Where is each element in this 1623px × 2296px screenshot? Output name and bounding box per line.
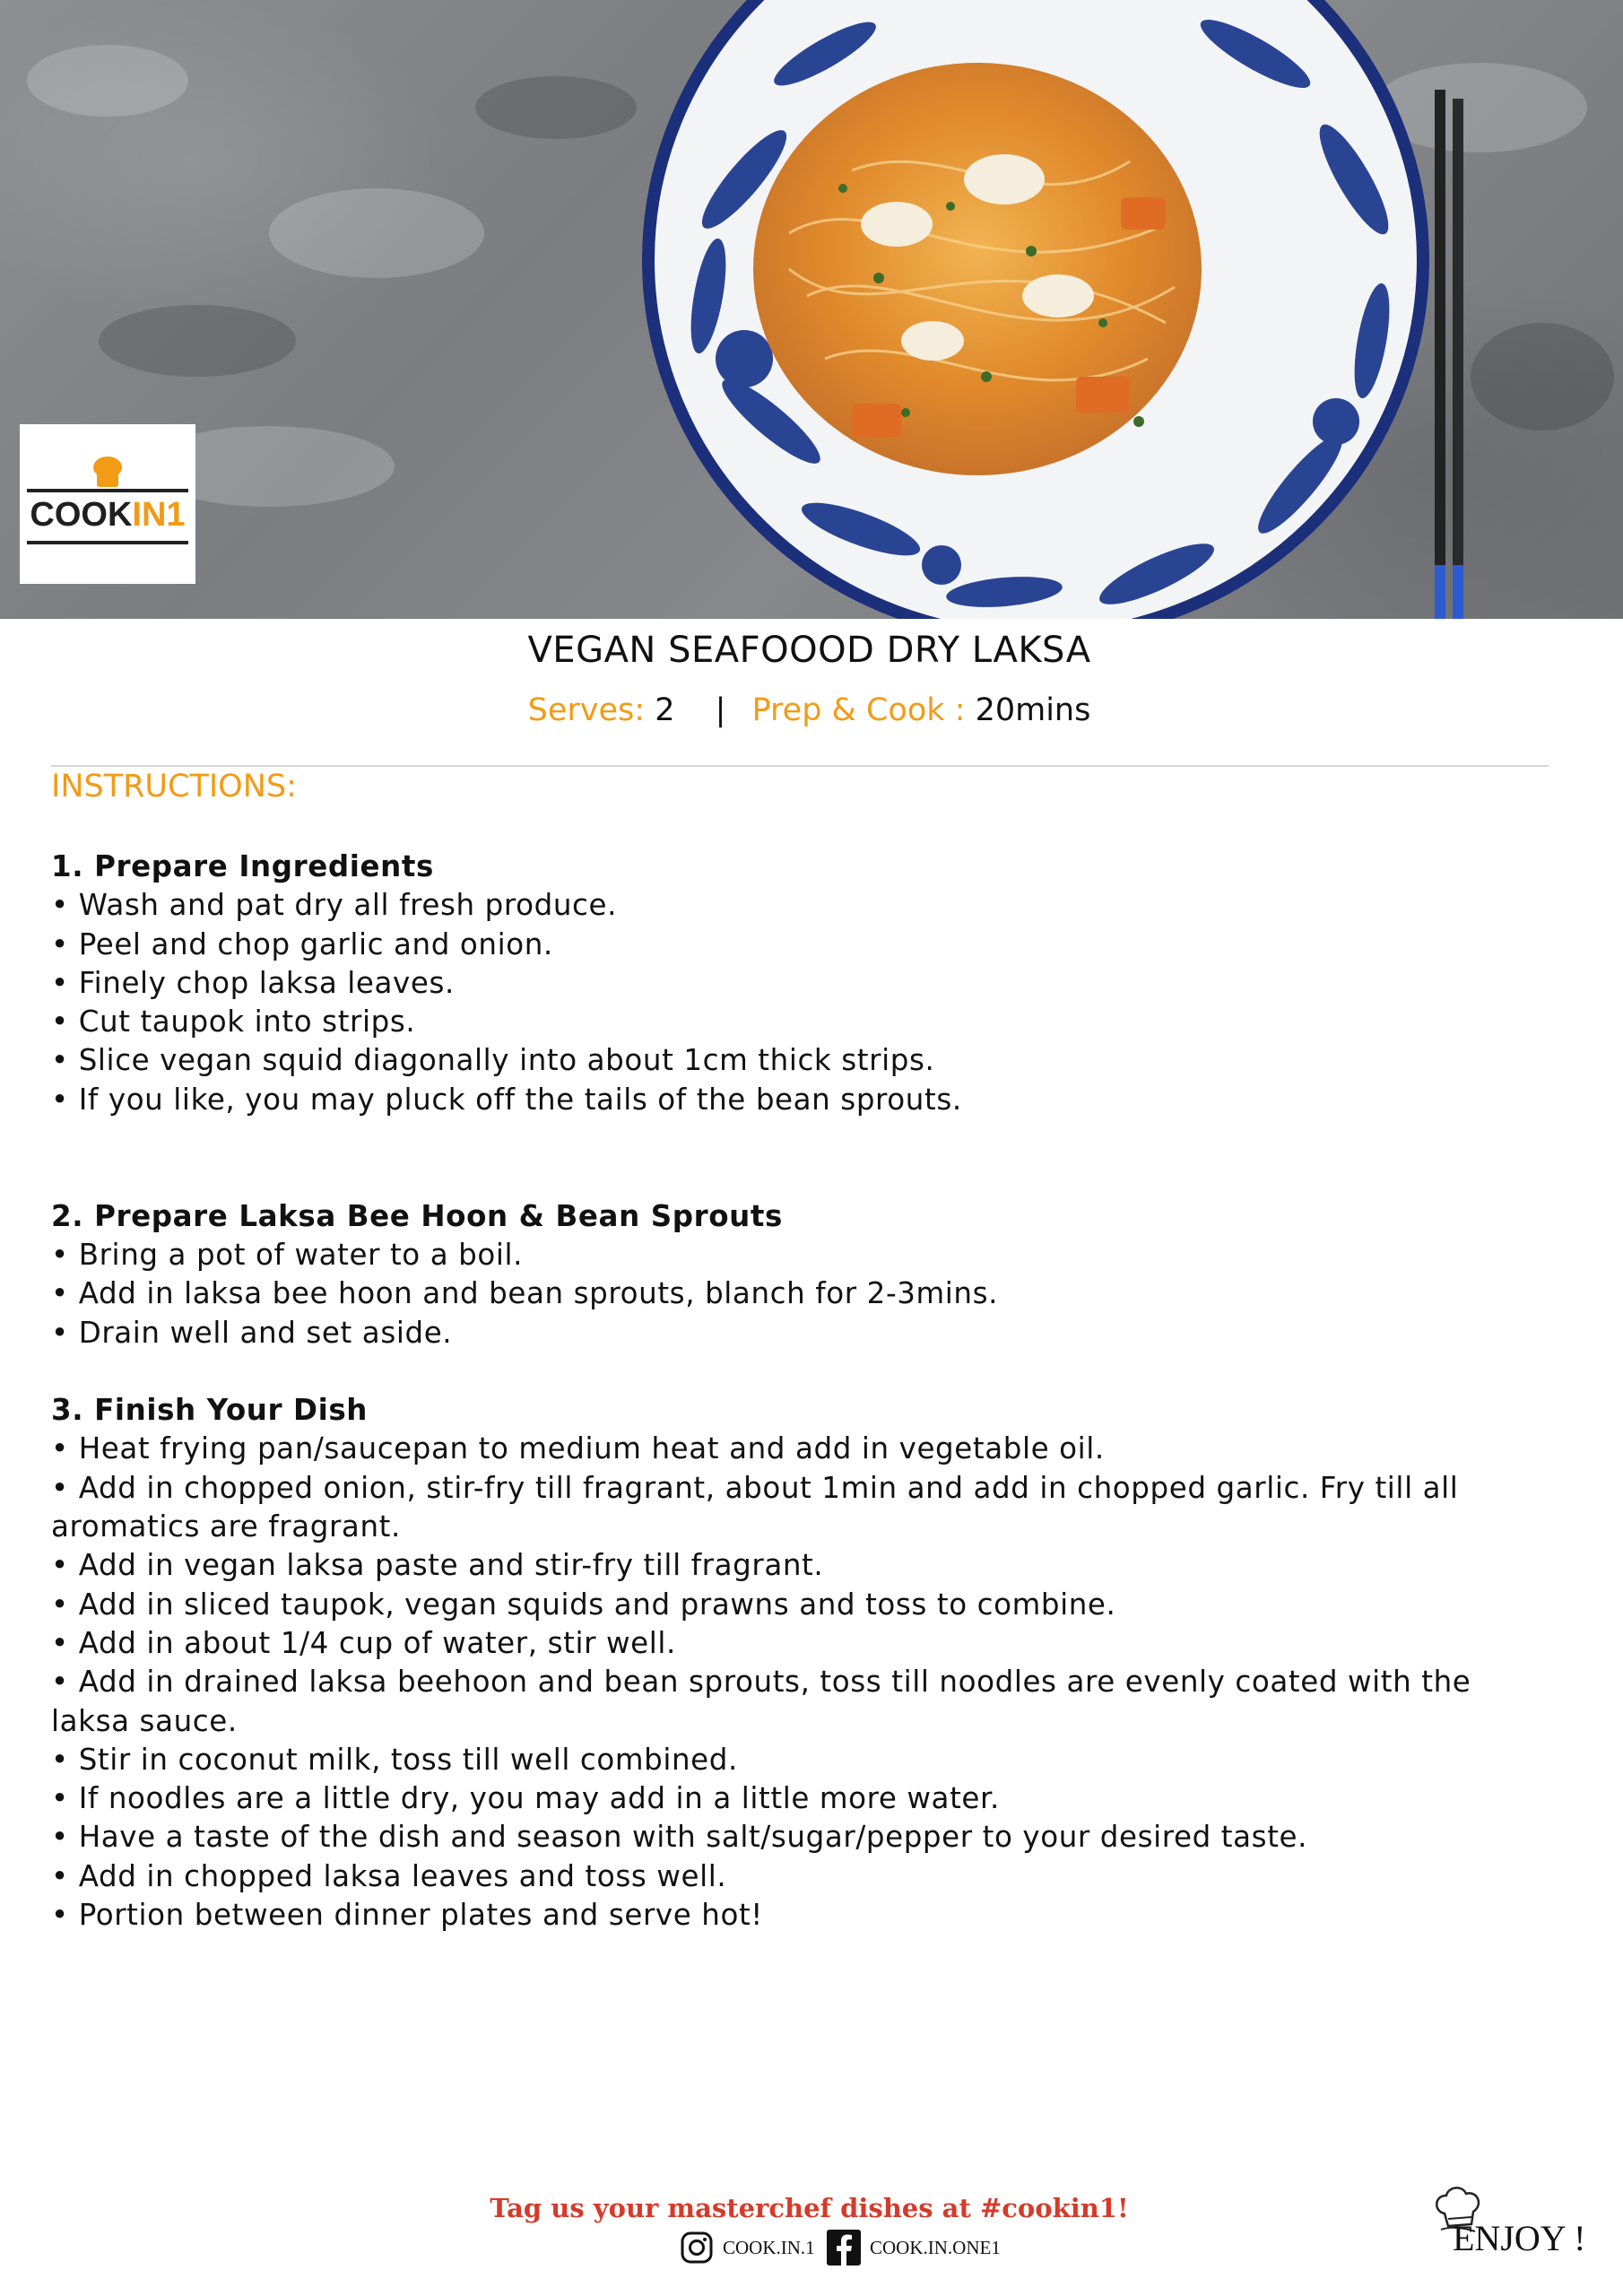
step-3 [51, 1391, 1558, 1935]
time-value: 20mins [975, 692, 1091, 728]
step-line: • If you like, you may pluck off the tails of the bean sprouts. [51, 1082, 962, 1117]
instagram-icon [680, 2231, 714, 2265]
spacer [51, 1119, 1558, 1197]
divider [51, 765, 1549, 767]
step-title: 3. Finish Your Dish [51, 1393, 369, 1428]
step-line: • Peel and chop garlic and onion. [51, 926, 553, 961]
logo-rule-top [27, 489, 188, 492]
time-label: Prep & Cook : [751, 692, 966, 728]
cookin1-logo [20, 424, 195, 584]
step-line: • Cut taupok into strips. [51, 1004, 416, 1039]
step-line: • Stir in coconut milk, toss till well combined. [51, 1742, 738, 1777]
step-line: • Finely chop laksa leaves. [51, 965, 455, 1000]
serves-label: Serves: [527, 692, 646, 728]
laksa-dish-illustration [0, 0, 1623, 619]
step-line: • Portion between dinner plates and serve hot! [51, 1898, 763, 1933]
instructions-heading: INSTRUCTIONS: [51, 769, 297, 804]
serves-value: 2 [655, 692, 675, 728]
step-title: 2. Prepare Laksa Bee Hoon & Bean Sprouts [51, 1198, 783, 1233]
step-1 [51, 848, 1558, 1119]
logo-text: COOKIN1 [30, 496, 186, 534]
step-line: • Drain well and set aside. [51, 1315, 453, 1350]
recipe-title: VEGAN SEAFOOOD DRY LAKSA [527, 630, 1091, 671]
spacer [51, 1352, 1558, 1391]
step-line: • If noodles are a little dry, you may add in a little more water. [51, 1781, 1000, 1816]
logo-rule-bottom [27, 541, 188, 544]
step-line: • Add in about 1/4 cup of water, stir well. [51, 1625, 676, 1660]
step-2 [51, 1197, 1558, 1352]
step-line: • Have a taste of the dish and season with salt/sugar/pepper to your desired taste. [51, 1820, 1308, 1855]
footer-tagline: Tag us your masterchef dishes at #cookin1! [490, 2193, 1129, 2223]
step-line: • Add in sliced taupok, vegan squids and prawns and toss to combine. [51, 1587, 1116, 1622]
instagram-handle[interactable] [680, 2228, 815, 2267]
instructions-list [51, 848, 1558, 1935]
step-line: • Add in laksa bee hoon and bean sprouts, blanch for 2-3mins. [51, 1276, 999, 1311]
facebook-handle[interactable] [827, 2228, 1001, 2267]
facebook-icon [827, 2230, 861, 2266]
recipe-meta [0, 692, 1619, 728]
step-line: • Bring a pot of water to a boil. [51, 1237, 524, 1272]
step-title: 1. Prepare Ingredients [51, 849, 434, 883]
step-line: • Add in chopped onion, stir-fry till fragrant, about 1min and add in chopped garlic. Fry till all aromatics are fragrant. [51, 1470, 1459, 1544]
step-line: • Add in chopped laksa leaves and toss well. [51, 1858, 727, 1893]
step-line: • Heat frying pan/saucepan to medium heat and add in vegetable oil. [51, 1431, 1105, 1466]
enjoy-text: ENJOY ! [1453, 2218, 1586, 2258]
step-line: • Wash and pat dry all fresh produce. [51, 888, 618, 923]
meta-separator: | [715, 692, 726, 728]
hero-photo [0, 0, 1623, 619]
step-line: • Slice vegan squid diagonally into about 1cm thick strips. [51, 1043, 935, 1078]
facebook-text: COOK.IN.ONE1 [870, 2236, 1001, 2258]
step-line: • Add in drained laksa beehoon and bean sprouts, toss till noodles are evenly coated with the laksa sauce. [51, 1665, 1471, 1738]
step-line: • Add in vegan laksa paste and stir-fry till fragrant. [51, 1548, 824, 1583]
instagram-text: COOK.IN.1 [723, 2236, 815, 2258]
